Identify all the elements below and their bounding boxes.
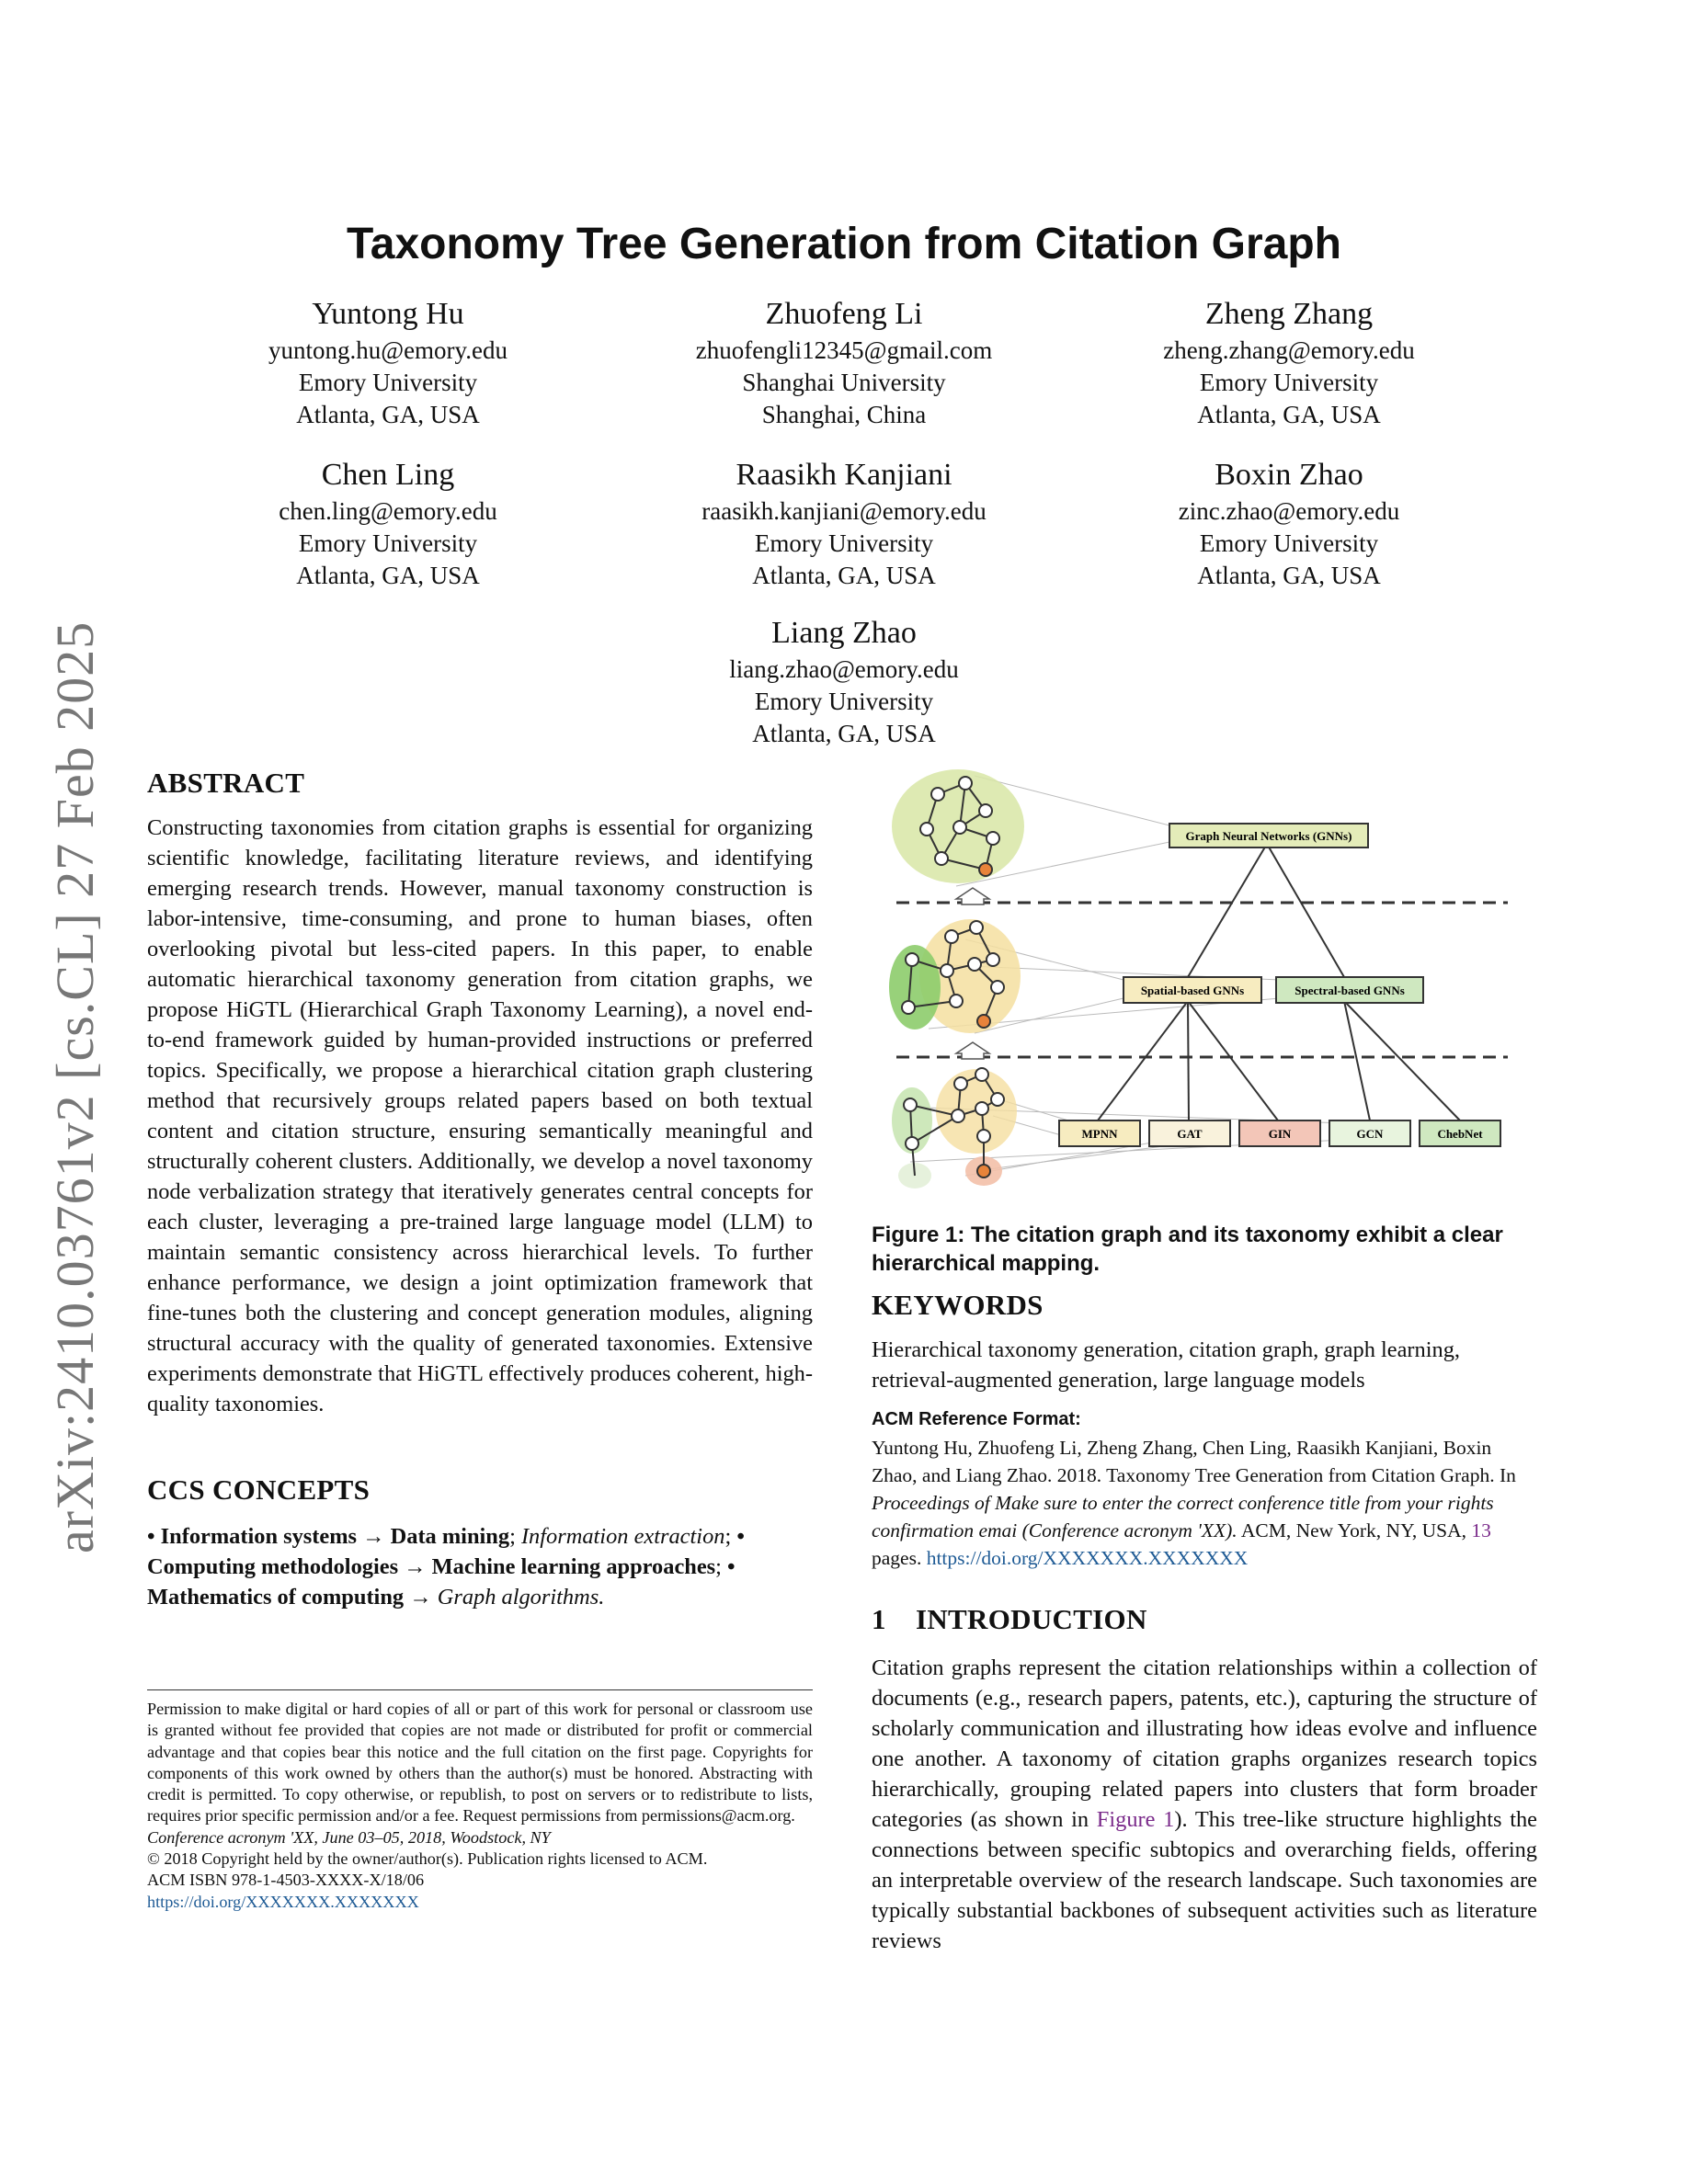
author-affiliation: Emory University — [754, 688, 934, 715]
author-name: Yuntong Hu — [312, 297, 464, 331]
keywords-heading: KEYWORDS — [872, 1289, 1044, 1321]
ccs-item-italic: Information extraction — [520, 1524, 725, 1549]
doi-link[interactable]: https://doi.org/XXXXXXX.XXXXXXX — [147, 1892, 419, 1911]
author-name: Chen Ling — [321, 458, 455, 492]
author-block — [1050, 455, 1528, 592]
author-location: Atlanta, GA, USA — [752, 720, 936, 747]
author-affiliation: Emory University — [1199, 369, 1379, 396]
author-email[interactable]: raasikh.kanjiani@emory.edu — [701, 497, 987, 525]
citation-graph-level-3 — [892, 1068, 1017, 1189]
ccs-item-bold: • Mathematics of computing — [147, 1554, 736, 1610]
footnote-divider — [147, 1689, 813, 1690]
taxonomy-node-label: GIN — [1268, 1127, 1292, 1141]
introduction-heading: 1 INTRODUCTION — [872, 1603, 1147, 1635]
author-email[interactable]: zheng.zhang@emory.edu — [1163, 336, 1415, 364]
author-location: Shanghai, China — [761, 401, 927, 428]
acm-reference-venue: Proceedings of Make sure to enter the correct conference title from your rights confirmation emai (Conference acronym 'XX). — [872, 1492, 1494, 1541]
author-location: Atlanta, GA, USA — [296, 401, 480, 428]
author-location: Atlanta, GA, USA — [752, 562, 936, 589]
abstract-text: Constructing taxonomies from citation graphs is essential for organizing scientific knowledge, facilitating literature reviews, and identifying emerging research trends. However, manual taxonomy construction is labor-intensive, time-consuming, and prone to human biases, often overlooking pivotal but less-cited papers. In this paper, to enable automatic hierarchical taxonomy generation from citation graphs, we propose HiGTL (Hierarchical Graph Taxonomy Learning), a novel end-to-end framework guided by human-provided instructions or preferred topics. Specifically, we propose a hierarchical citation graph clustering method that recursively groups related papers based on both textual content and citation structure, ensuring semantically meaningful and structurally coherent clusters. Additionally, we develop a novel taxonomy node verbalization strategy that iteratively generates central concepts for each cluster, leveraging a pre-trained large language model (LLM) to maintain semantic consistency across hierarchical levels. To further enhance performance, we design a joint optimization framework that fine-tunes both the clustering and concept generation modules, aligning structural accuracy with the quality of generated taxonomies. Extensive experiments demonstrate that HiGTL effectively produces coherent, high-quality taxonomies. — [147, 815, 813, 1416]
taxonomy-node-root — [1169, 824, 1368, 847]
taxonomy-node-label: GCN — [1356, 1127, 1384, 1141]
author-name: Zhuofeng Li — [765, 297, 923, 331]
keywords-text: Hierarchical taxonomy generation, citation graph, graph learning, retrieval-augmented generation, large language models — [872, 1337, 1461, 1393]
ccs-item-italic: Graph algorithms. — [437, 1585, 605, 1610]
acm-doi-link[interactable]: https://doi.org/XXXXXXX.XXXXXXX — [926, 1547, 1249, 1569]
author-email[interactable]: yuntong.hu@emory.edu — [268, 336, 508, 364]
permission-notice — [147, 1699, 813, 1913]
acm-reference-publisher: ACM, New York, NY, USA, — [1237, 1519, 1472, 1541]
isbn-line: ACM ISBN 978-1-4503-XXXX-X/18/06 — [147, 1871, 425, 1890]
acm-reference-label: ACM Reference Format: — [872, 1409, 1081, 1429]
author-affiliation: Emory University — [298, 529, 478, 557]
arxiv-identifier: arXiv:2410.03761v2 [cs.CL] 27 Feb 2025 — [45, 620, 105, 1553]
taxonomy-node-mpnn — [1059, 1120, 1140, 1146]
taxonomy-node-label: MPNN — [1081, 1127, 1118, 1141]
figure-1-reference-link[interactable]: Figure 1 — [1096, 1807, 1175, 1832]
taxonomy-node-gin — [1239, 1120, 1320, 1146]
figure-1 — [873, 767, 1535, 1199]
acm-reference-text — [872, 1434, 1537, 1572]
taxonomy-node-chebnet — [1420, 1120, 1500, 1146]
up-arrow-icon — [956, 1042, 989, 1059]
figure-caption: Figure 1: The citation graph and its taxonomy exhibit a clear hierarchical mapping. — [872, 1223, 1503, 1276]
author-affiliation: Emory University — [298, 369, 478, 396]
author-block — [149, 455, 627, 592]
author-block — [1050, 294, 1528, 431]
acm-reference-authors: Yuntong Hu, Zhuofeng Li, Zheng Zhang, Chen Ling, Raasikh Kanjiani, Boxin Zhao, and Liang Zhao. 2018. Taxonomy Tree Generation from Citation Graph. In — [872, 1437, 1516, 1486]
intro-text-part: Citation graphs represent the citation relationships within a collection of documents (e.g., research papers, patents, etc.), capturing the structure of scholarly communication and illustrating how ideas evolve and influence one another. A taxonomy of citation graphs organizes research topics hierarchically, grouping related papers into clusters that form broader categories (as shown in — [872, 1655, 1537, 1832]
ccs-arrow: → — [409, 1585, 432, 1610]
copyright-line: © 2018 Copyright held by the owner/author(s). Publication rights licensed to ACM. — [147, 1849, 708, 1869]
taxonomy-node-label: GAT — [1177, 1127, 1203, 1141]
intro-text-part: ). This tree-like structure highlights the connections between specific subtopics and overarching fields, offering an interpretable overview of the research landscape. Such taxonomies are typically substantial backbones of subsequent activities such as literature reviews — [872, 1807, 1537, 1953]
author-block — [605, 613, 1083, 750]
up-arrow-icon — [956, 888, 989, 904]
author-affiliation: Shanghai University — [742, 369, 946, 396]
abstract-heading: ABSTRACT — [147, 767, 305, 799]
author-email[interactable]: zhuofengli12345@gmail.com — [695, 336, 993, 364]
author-email[interactable]: zinc.zhao@emory.edu — [1178, 497, 1400, 525]
taxonomy-diagram — [873, 767, 1535, 1199]
taxonomy-node-spectral — [1276, 977, 1423, 1003]
permission-text: Permission to make digital or hard copies of all or part of this work for personal or classroom use is granted without fee provided that copies are not made or distributed for profit or commercial advantage and that copies bear this notice and the full citation on the first page. Copyrights for components of this work owned by others than the author(s) must be honored. Abstracting with credit is permitted. To copy otherwise, or republish, to post on servers or to redistribute to lists, requires prior specific permission and/or a fee. Request permissions from permissions@acm.org. — [147, 1700, 813, 1826]
author-affiliation: Emory University — [1199, 529, 1379, 557]
ccs-item-bold: • Information systems → Data mining — [147, 1524, 510, 1549]
ccs-heading: CCS CONCEPTS — [147, 1473, 371, 1506]
author-location: Atlanta, GA, USA — [1197, 401, 1381, 428]
author-block — [149, 294, 627, 431]
pages-link[interactable]: 13 — [1471, 1519, 1491, 1541]
author-location: Atlanta, GA, USA — [296, 562, 480, 589]
pages-text: pages. — [872, 1547, 927, 1569]
author-email[interactable]: chen.ling@emory.edu — [279, 497, 497, 525]
author-email[interactable]: liang.zhao@emory.edu — [729, 655, 959, 683]
taxonomy-node-label: ChebNet — [1437, 1127, 1483, 1141]
taxonomy-node-gat — [1149, 1120, 1230, 1146]
conference-line: Conference acronym 'XX, June 03–05, 2018, Woodstock, NY — [147, 1827, 551, 1847]
author-name: Liang Zhao — [771, 616, 917, 650]
taxonomy-node-label: Graph Neural Networks (GNNs) — [1185, 829, 1352, 843]
author-affiliation: Emory University — [754, 529, 934, 557]
taxonomy-node-gcn — [1329, 1120, 1410, 1146]
paper-title: Taxonomy Tree Generation from Citation Graph — [347, 220, 1341, 268]
author-name: Zheng Zhang — [1204, 297, 1374, 331]
taxonomy-node-spatial — [1123, 977, 1261, 1003]
taxonomy-node-label: Spectral-based GNNs — [1295, 984, 1405, 997]
ccs-item-bold: • Computing methodologies → Machine learning approaches — [147, 1524, 745, 1579]
author-block — [605, 294, 1083, 431]
author-name: Boxin Zhao — [1215, 458, 1363, 492]
taxonomy-node-label: Spatial-based GNNs — [1140, 984, 1245, 997]
citation-graph-level-2 — [889, 919, 1021, 1033]
citation-graph-level-1 — [892, 769, 1024, 883]
introduction-text — [872, 1653, 1537, 1956]
ccs-concepts: • Information systems → Data mining; Information extraction; • Computing methodologies → Machine learning approaches; • Mathematics of computing → Graph algorithms. — [147, 1524, 745, 1610]
author-block — [605, 455, 1083, 592]
author-name: Raasikh Kanjiani — [736, 458, 952, 492]
author-location: Atlanta, GA, USA — [1197, 562, 1381, 589]
